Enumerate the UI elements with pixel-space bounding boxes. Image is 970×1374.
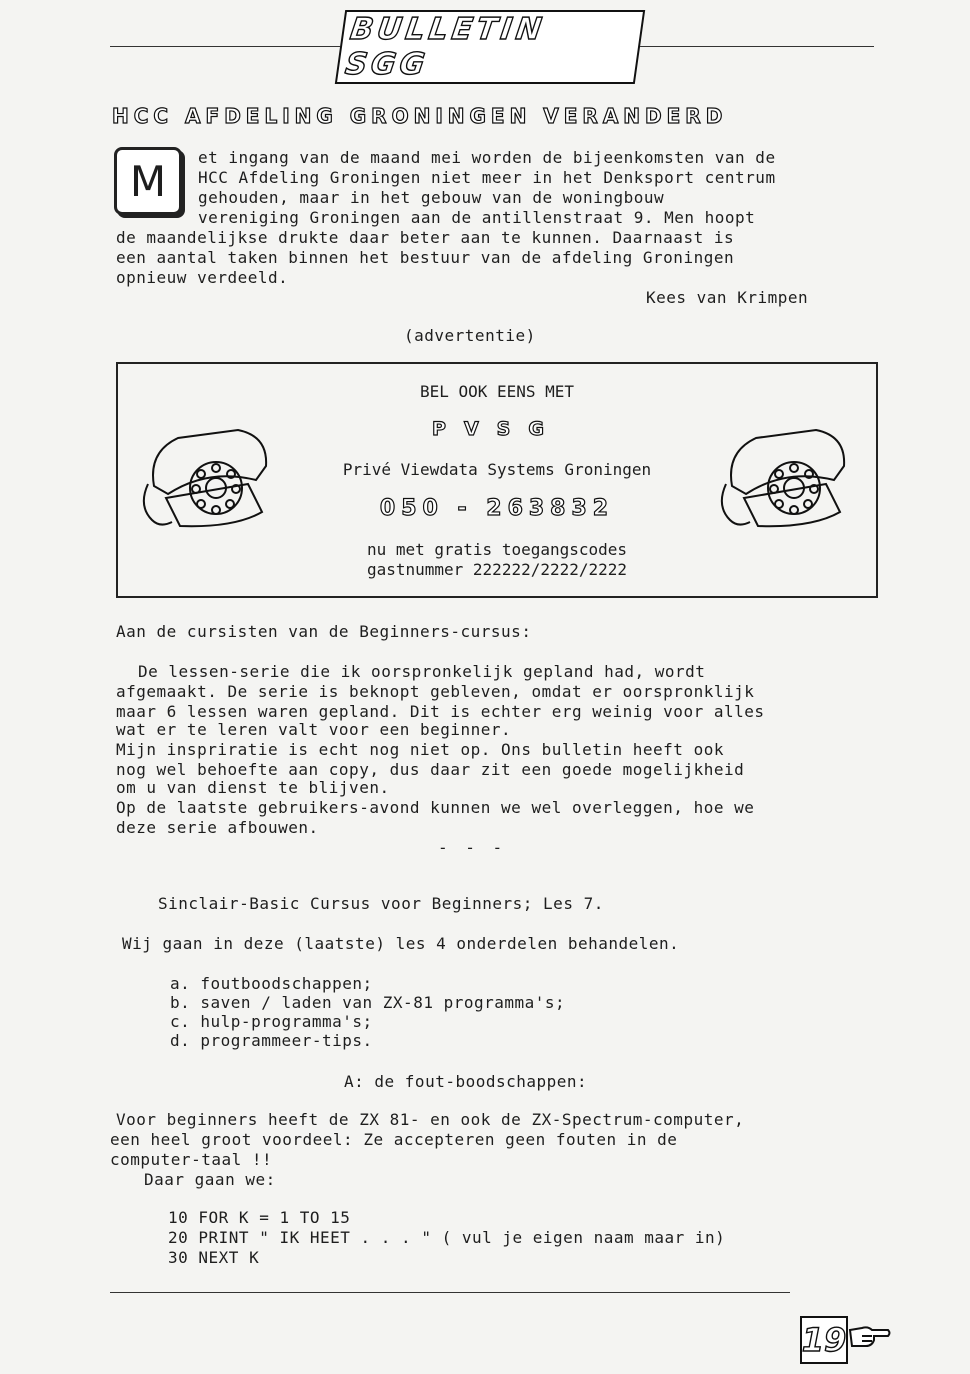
author: Kees van Krimpen [646, 288, 809, 307]
ad-company: Privé Viewdata Systems Groningen [342, 460, 652, 479]
ad-line1: BEL OOK EENS MET [419, 382, 575, 401]
lesson-item: b. saven / laden van ZX-81 programma's; [170, 993, 566, 1012]
section-title: A: de fout-boodschappen: [344, 1072, 588, 1091]
dropcap: M [114, 147, 182, 215]
bottom-rule [110, 1292, 790, 1293]
article2-line: nog wel behoefte aan copy, dus daar zit een goede mogelijkheid [116, 760, 745, 779]
article1-line: HCC Afdeling Groningen niet meer in het Denksport centrum [198, 168, 776, 187]
code-line: 30 NEXT K [168, 1248, 260, 1267]
lesson-lead: Daar gaan we: [144, 1170, 276, 1189]
article2-line: wat er te leren valt voor een beginner. [116, 720, 512, 739]
article2-line: maar 6 lessen waren gepland. Dit is echter erg weinig voor alles [116, 702, 765, 721]
ad-line5: nu met gratis toegangscodes [366, 540, 628, 559]
pointing-hand-icon [848, 1322, 892, 1352]
ad-phone: 050 - 263832 [379, 496, 615, 521]
article1-line: de maandelijkse drukte daar beter aan te kunnen. Daarnaast is [116, 228, 735, 247]
ad-label: (advertentie) [404, 326, 536, 345]
headline: HCC AFDELING GRONINGEN VERANDERD [112, 104, 728, 128]
top-rule-right [638, 46, 874, 47]
article2-line: Mijn inspriratie is echt nog niet op. Ons bulletin heeft ook [116, 740, 724, 759]
article1-line: et ingang van de maand mei worden de bijeenkomsten van de [198, 148, 776, 167]
lesson-body-line: computer-taal !! [110, 1150, 273, 1169]
article1-line: een aantal taken binnen het bestuur van de afdeling Groningen [116, 248, 735, 267]
article1-line: gehouden, maar in het gebouw van de woningbouw [198, 188, 665, 207]
code-line: 20 PRINT " IK HEET . . . " ( vul je eigen naam maar in) [168, 1228, 726, 1247]
ad-line6: gastnummer 222222/2222/2222 [366, 560, 628, 579]
article2-line: deze serie afbouwen. [116, 818, 319, 837]
lesson-body-line: een heel groot voordeel: Ze accepteren geen fouten in de [110, 1130, 678, 1149]
code-line: 10 FOR K = 1 TO 15 [168, 1208, 351, 1227]
top-rule-left [110, 46, 342, 47]
telephone-icon [716, 422, 856, 534]
advertisement-box [116, 362, 878, 598]
telephone-icon [138, 422, 278, 534]
lesson-item: a. foutboodschappen; [170, 974, 373, 993]
masthead-logo [336, 12, 644, 82]
ad-brand: PVSG [432, 418, 562, 440]
lesson-intro: Wij gaan in deze (laatste) les 4 onderdelen behandelen. [122, 934, 680, 953]
greeting: Aan de cursisten van de Beginners-cursus: [116, 622, 532, 641]
page-number: 19 [800, 1316, 848, 1364]
separator: - - - [438, 838, 507, 857]
masthead-title: BULLETIN SGG [335, 10, 645, 84]
article2-line: Op de laatste gebruikers-avond kunnen we wel overleggen, hoe we [116, 798, 755, 817]
lesson-body-line: Voor beginners heeft de ZX 81- en ook de ZX-Spectrum-computer, [116, 1110, 745, 1129]
lesson-item: c. hulp-programma's; [170, 1012, 373, 1031]
lesson-item: d. programmeer-tips. [170, 1031, 373, 1050]
article2-line: om u van dienst te blijven. [116, 778, 390, 797]
article1-line: opnieuw verdeeld. [116, 268, 289, 287]
article2-line: De lessen-serie die ik oorspronkelijk gepland had, wordt [138, 662, 706, 681]
article1-line: vereniging Groningen aan de antillenstraat 9. Men hoopt [198, 208, 756, 227]
article2-line: afgemaakt. De serie is beknopt gebleven, omdat er oorspronklijk [116, 682, 755, 701]
lesson-title: Sinclair-Basic Cursus voor Beginners; Les 7. [158, 894, 604, 913]
